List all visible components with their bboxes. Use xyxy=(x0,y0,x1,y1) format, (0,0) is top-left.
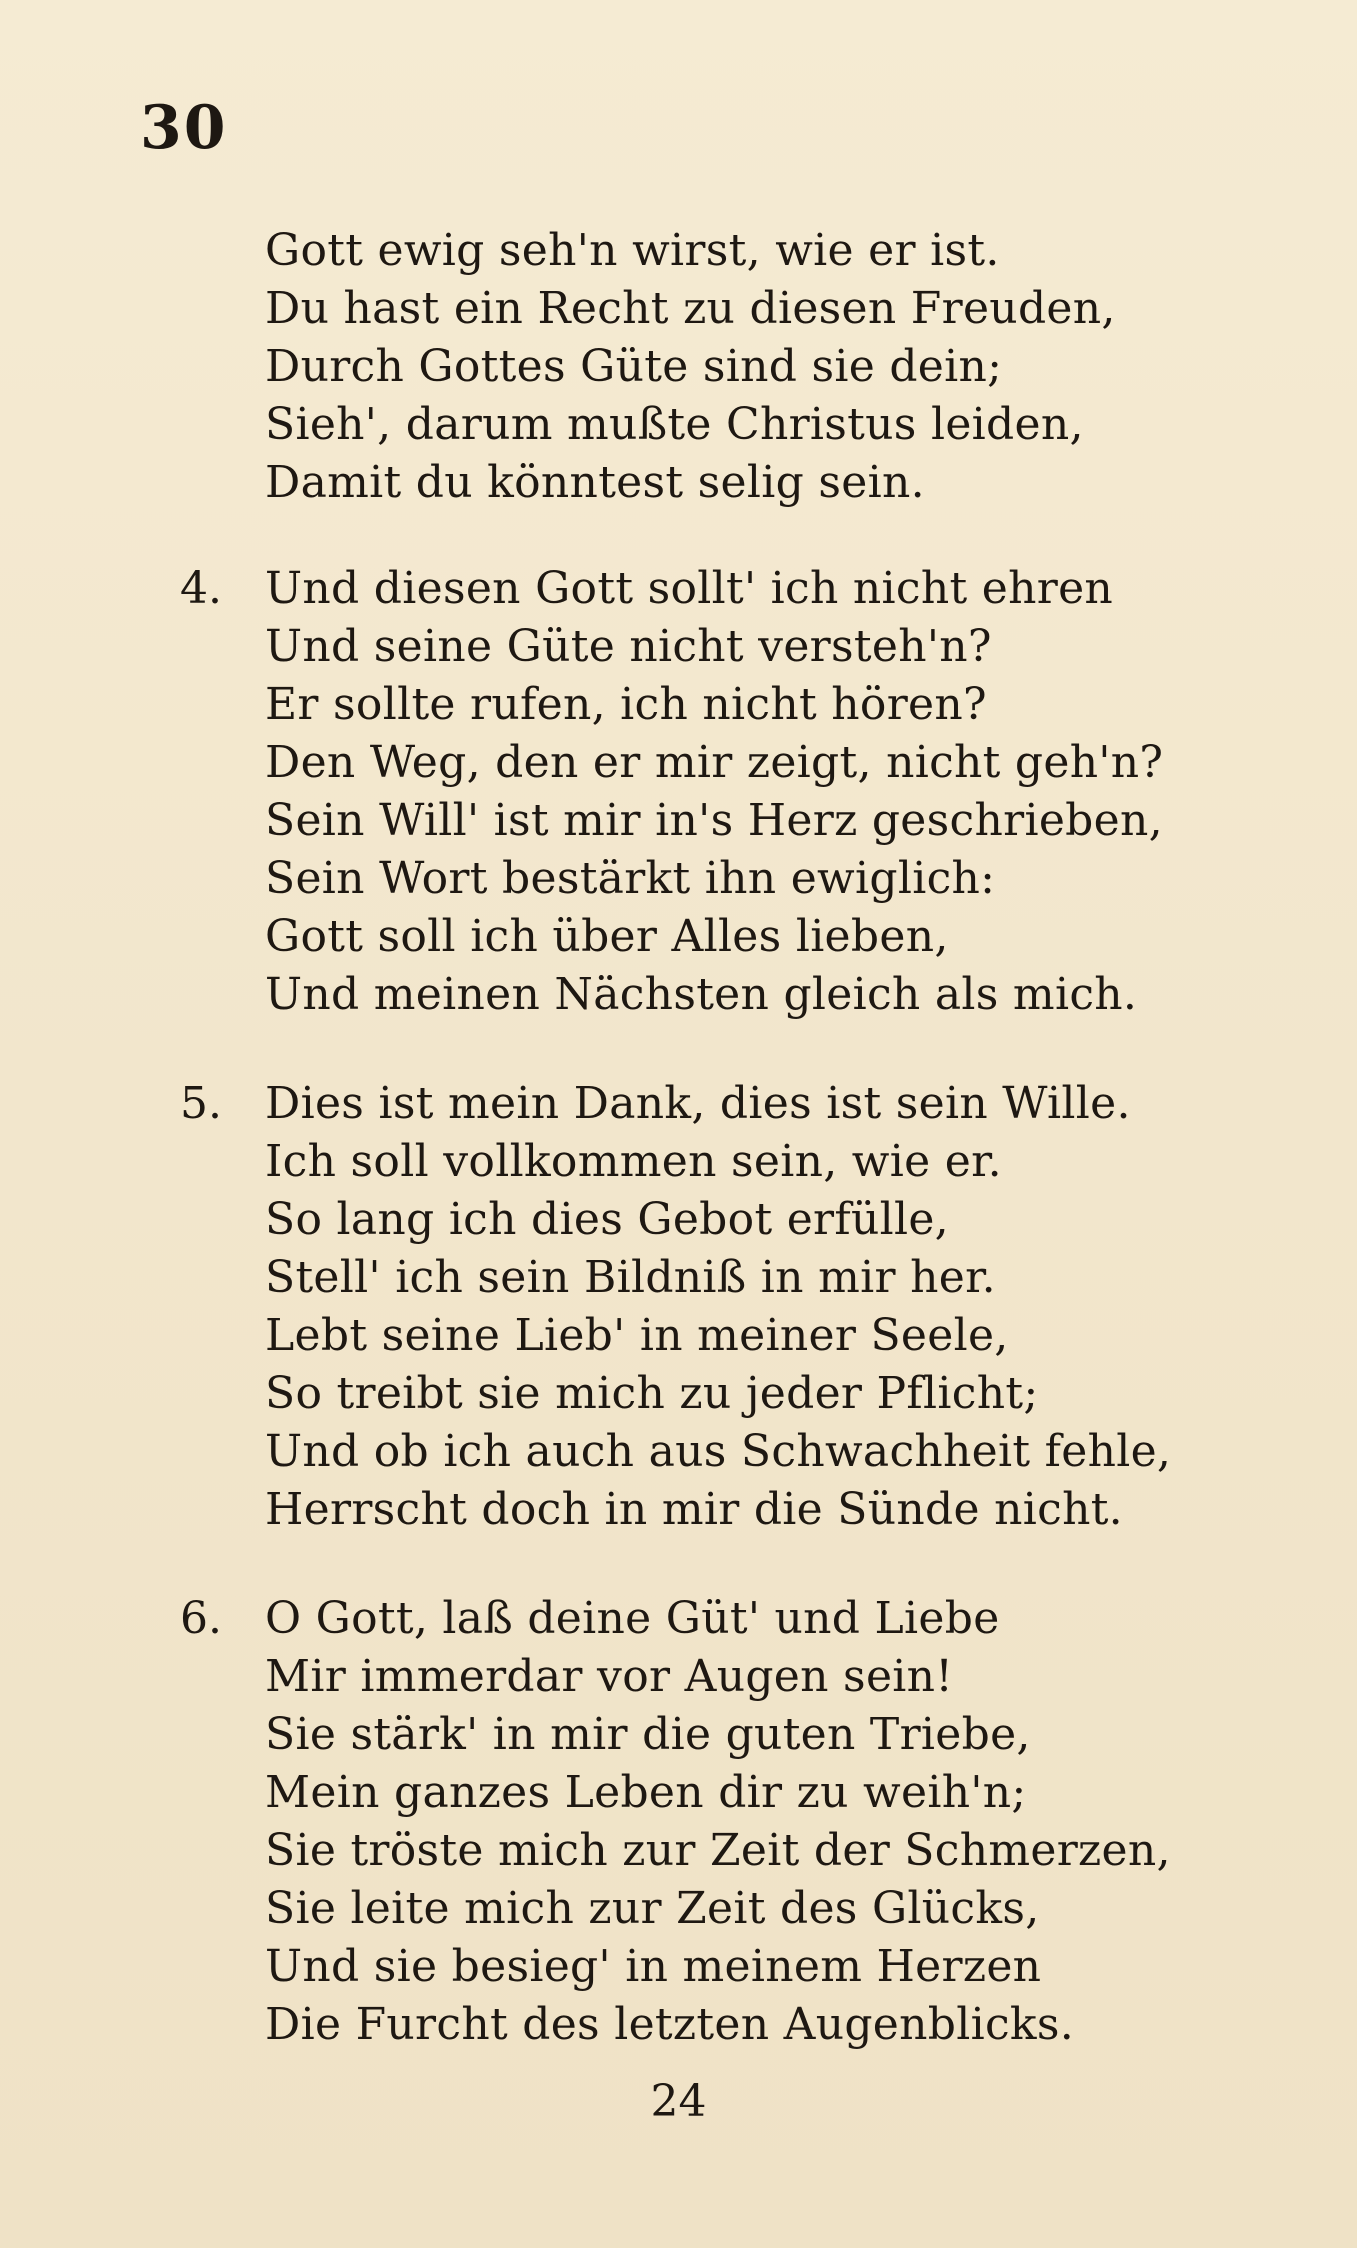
verse-line: Er sollte rufen, ich nicht hören? xyxy=(265,679,987,730)
page-header-number: 30 xyxy=(140,93,228,163)
verse-line: Dies ist mein Dank, dies ist sein Wille. xyxy=(265,1078,1131,1129)
verse-line: Mir immerdar vor Augen sein! xyxy=(265,1651,954,1702)
stanza-number: 6. xyxy=(180,1593,222,1644)
verse-line: Gott soll ich über Alles lieben, xyxy=(265,911,949,962)
verse-line: Lebt seine Lieb' in meiner Seele, xyxy=(265,1310,1009,1361)
verse-line: So lang ich dies Gebot erfülle, xyxy=(265,1194,949,1245)
verse-line: Sein Wort bestärkt ihn ewiglich: xyxy=(265,853,996,904)
verse-line: Und seine Güte nicht versteh'n? xyxy=(265,621,992,672)
verse-line: So treibt sie mich zu jeder Pflicht; xyxy=(265,1368,1039,1419)
verse-line: Ich soll vollkommen sein, wie er. xyxy=(265,1136,1002,1187)
verse-line: Die Furcht des letzten Augenblicks. xyxy=(265,1999,1075,2050)
verse-line: Gott ewig seh'n wirst, wie er ist. xyxy=(265,225,1000,276)
verse-line: Und ob ich auch aus Schwachheit fehle, xyxy=(265,1426,1172,1477)
stanza-lines xyxy=(265,1590,1171,2054)
verse-line: O Gott, laß deine Güt' und Liebe xyxy=(265,1593,1000,1644)
verse-line: Sie tröste mich zur Zeit der Schmerzen, xyxy=(265,1825,1171,1876)
verse-line: Stell' ich sein Bildniß in mir her. xyxy=(265,1252,996,1303)
verse-line: Sie leite mich zur Zeit des Glücks, xyxy=(265,1883,1040,1934)
verse-line: Mein ganzes Leben dir zu weih'n; xyxy=(265,1767,1027,1818)
verse-line: Herrscht doch in mir die Sünde nicht. xyxy=(265,1484,1123,1535)
verse-line: Und diesen Gott sollt' ich nicht ehren xyxy=(265,563,1114,614)
verse-line: Den Weg, den er mir zeigt, nicht geh'n? xyxy=(265,737,1164,788)
verse-line: Du hast ein Recht zu diesen Freuden, xyxy=(265,283,1116,334)
verse-line: Sieh', darum mußte Christus leiden, xyxy=(265,399,1084,450)
verse-line: Sie stärk' in mir die guten Triebe, xyxy=(265,1709,1031,1760)
verse-line: Und meinen Nächsten gleich als mich. xyxy=(265,969,1138,1020)
verse-line: Damit du könntest selig sein. xyxy=(265,457,925,508)
stanza-lines xyxy=(265,1075,1171,1539)
stanza-number: 4. xyxy=(180,563,222,614)
stanza-number: 5. xyxy=(180,1078,222,1129)
verse-line: Sein Will' ist mir in's Herz geschrieben, xyxy=(265,795,1163,846)
stanza-lines xyxy=(265,222,1116,512)
page-footer-number: 24 xyxy=(650,2076,707,2127)
stanza-lines xyxy=(265,560,1163,1024)
verse-line: Durch Gottes Güte sind sie dein; xyxy=(265,341,1003,392)
verse-line: Und sie besieg' in meinem Herzen xyxy=(265,1941,1042,1992)
